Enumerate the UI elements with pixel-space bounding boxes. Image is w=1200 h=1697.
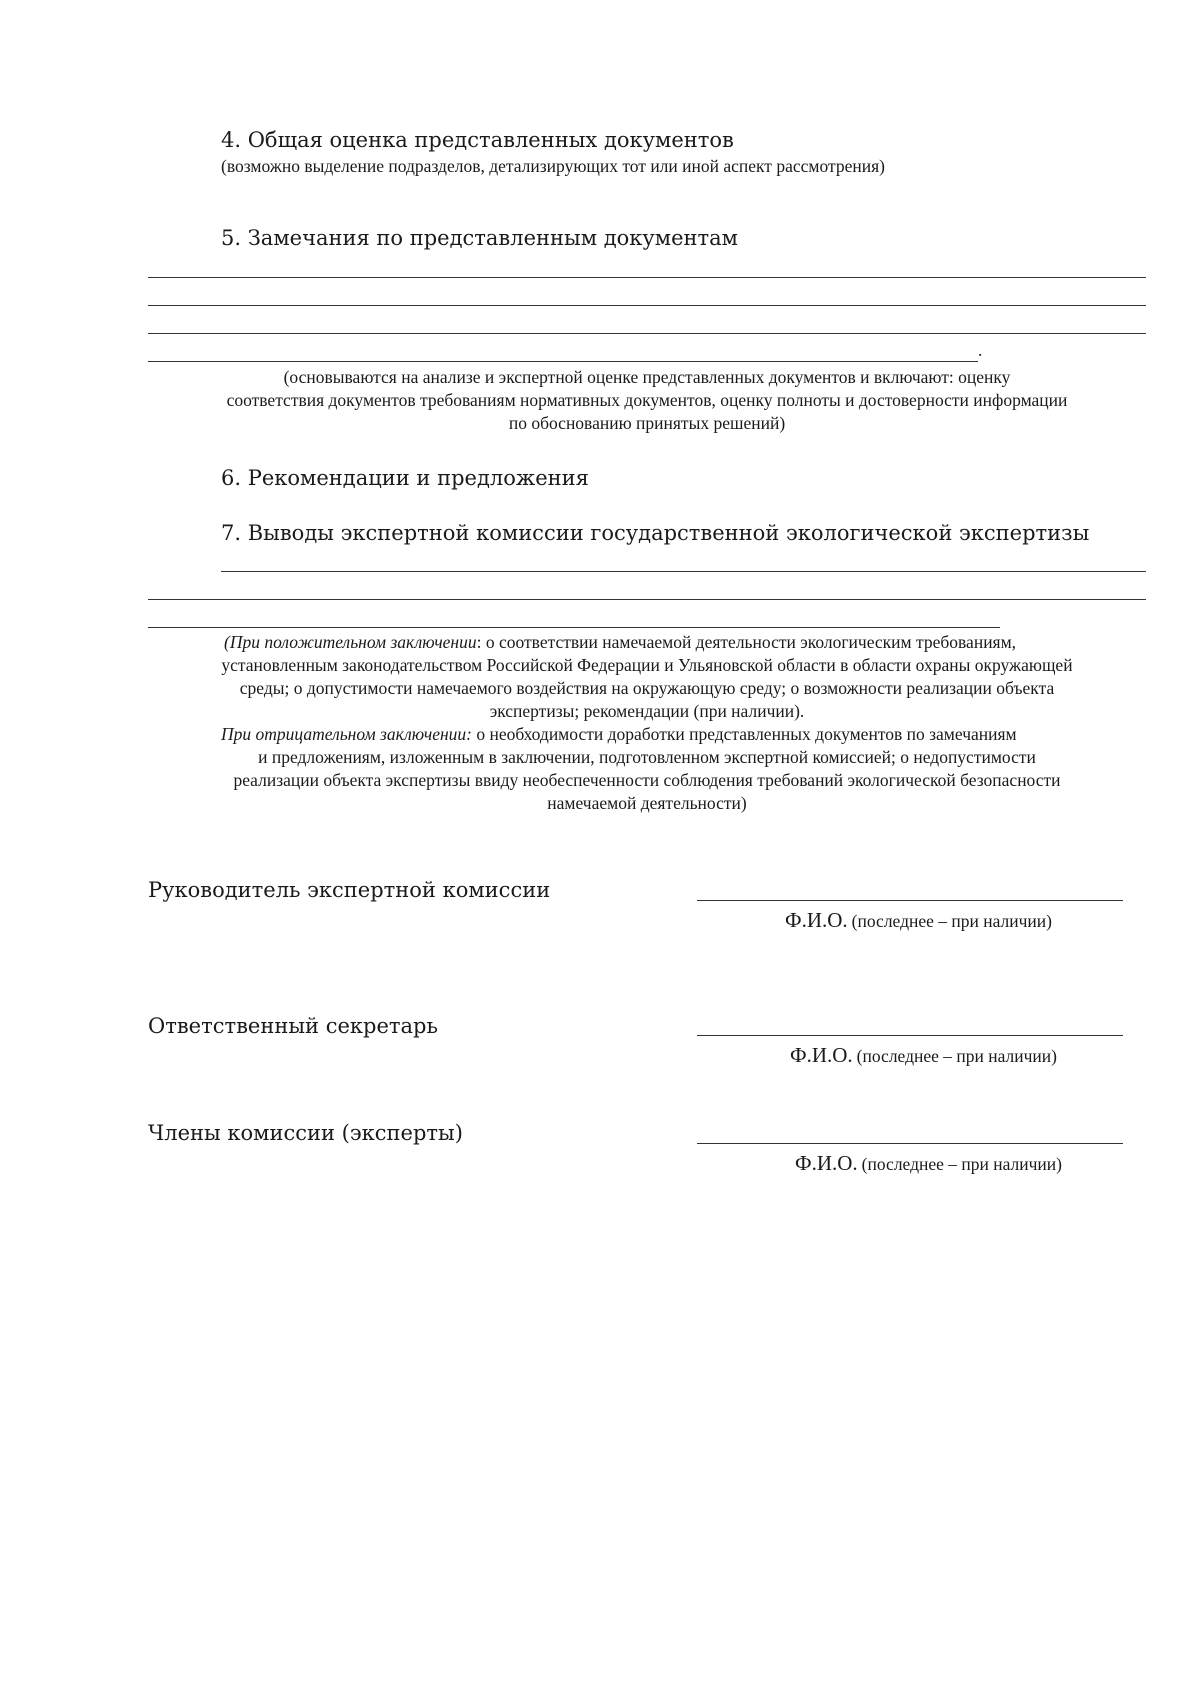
signature-line-secretary[interactable] [697,1035,1123,1036]
section-7-heading: 7. Выводы экспертной комиссии государственной экологической экспертизы [221,521,1090,545]
fio-label: Ф.И.О. [785,908,848,932]
fio-note: (последнее – при наличии) [856,1046,1057,1066]
conclusion-fill-line-2[interactable] [148,599,1146,600]
positive-line-4: экспертизы; рекомендации (при наличии). [489,701,805,721]
remarks-fill-line-3[interactable] [148,333,1146,334]
signature-fio-head [785,910,1052,931]
conclusion-fill-line-1[interactable] [221,571,1146,572]
signature-role-members: Члены комиссии (эксперты) [148,1121,463,1145]
section-5-heading: 5. Замечания по представленным документам [221,226,739,250]
remarks-period: . [978,340,983,360]
signature-line-head[interactable] [697,900,1123,901]
signature-role-head: Руководитель экспертной комиссии [148,878,551,902]
negative-label: При отрицательном заключении: [221,724,472,744]
positive-line-2: установленным законодательством Российской Федерации и Ульяновской области в области охраны окружающей [221,655,1073,675]
negative-line-2: и предложениям, изложенным в заключении, подготовленном экспертной комиссией; о недопустимости [258,747,1036,767]
remarks-fill-line-4[interactable] [148,361,978,362]
signature-role-secretary: Ответственный секретарь [148,1014,438,1038]
negative-line-3: реализации объекта экспертизы ввиду необеспеченности соблюдения требований экологической безопасности [233,770,1061,790]
remarks-fill-line-2[interactable] [148,305,1146,306]
fio-label: Ф.И.О. [790,1043,853,1067]
section-5-note [148,366,1146,435]
section-5-note-line-2: соответствия документов требованиям нормативных документов, оценку полноты и достоверности информации [226,390,1068,410]
section-4-note: (возможно выделение подразделов, детализирующих тот или иной аспект рассмотрения) [221,156,885,176]
signature-fio-members [795,1153,1062,1174]
section-6-heading: 6. Рекомендации и предложения [221,466,589,490]
fio-label: Ф.И.О. [795,1151,858,1175]
signature-fio-secretary [790,1045,1057,1066]
fio-note: (последнее – при наличии) [851,911,1052,931]
section-5-note-line-1: (основываются на анализе и экспертной оценке представленных документов и включают: оценку [283,367,1011,387]
section-5-note-line-3: по обоснованию принятых решений) [508,413,786,433]
section-7-note [148,631,1146,815]
remarks-fill-line-1[interactable] [148,277,1146,278]
fio-note: (последнее – при наличии) [861,1154,1062,1174]
positive-line-1: (При положительном заключении: о соответствии намечаемой деятельности экологическим требованиям, [224,632,1017,652]
negative-line-4: намечаемой деятельности) [547,793,747,813]
negative-line-1: При отрицательном заключении: о необходимости доработки представленных документов по замечаниям [221,724,1017,744]
signature-line-members[interactable] [697,1143,1123,1144]
section-4-heading: 4. Общая оценка представленных документов [221,128,734,152]
positive-line-3: среды; о допустимости намечаемого воздействия на окружающую среду; о возможности реализации объекта [239,678,1055,698]
positive-label: (При положительном заключении [224,632,477,652]
conclusion-fill-line-3[interactable] [148,627,1000,628]
